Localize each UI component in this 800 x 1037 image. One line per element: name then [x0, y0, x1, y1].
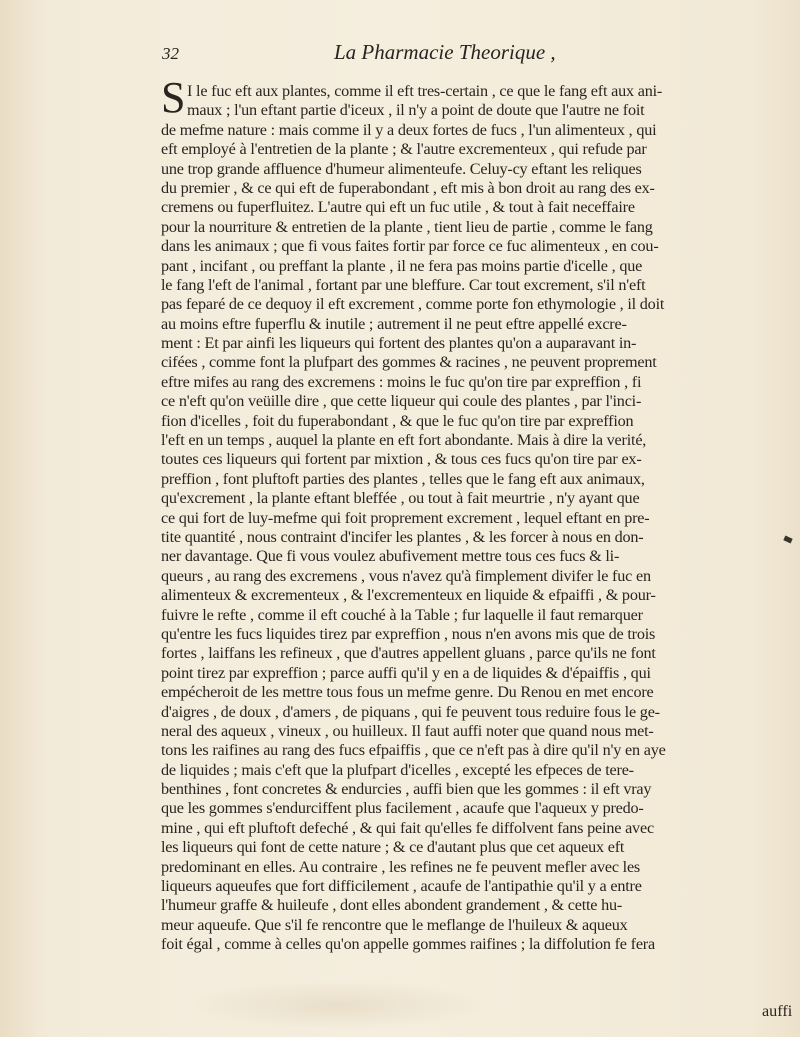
- text-line: ment : Et par ainfi les liqueurs qui fortent des plantes qu'on a auparavant in-: [161, 334, 637, 353]
- text-line: qu'excrement , la plante eftant bleffée , ou tout à fait meurtrie , n'y ayant que: [161, 489, 640, 508]
- text-line: du premier , & ce qui eft de fuperabondant , eft mis à bon droit au rang des ex-: [161, 178, 655, 197]
- text-line: cifées , comme font la plufpart des gommes & racines , ne peuvent proprement: [161, 353, 657, 372]
- text-line: eftre mifes au rang des excremens : moins le fuc qu'on tire par expreffion , fi: [161, 372, 642, 391]
- text-line: le fang l'eft de l'animal , fortant par une bleffure. Car tout excrement, s'il n'eft: [161, 275, 646, 294]
- text-line: tons les raifines au rang des fucs efpaiffis , que ce n'eft pas à dire qu'il n'y en aye: [161, 741, 666, 760]
- body-text: [161, 82, 800, 955]
- text-line: maux ; l'un eftant partie d'iceux , il n'y a point de doute que l'autre ne foit: [187, 101, 645, 120]
- text-line: ce n'eft qu'on veüille dire , que cette liqueur qui coule des plantes , par l'inci-: [161, 392, 642, 411]
- page-header: [162, 40, 632, 68]
- text-line: fortes , laiffans les refineux , que d'autres appellent gluans , parce qu'ils ne font: [161, 644, 656, 663]
- text-line: qu'entre les fucs liquides tirez par expreffion , nous n'en avons mis que de trois: [161, 624, 656, 643]
- text-line: ner davantage. Que fi vous voulez abufivement mettre tous ces fucs & li-: [161, 547, 620, 566]
- text-line: queurs , au rang des excremens , vous n'avez qu'à fimplement divifer le fuc en: [161, 566, 651, 585]
- text-line: de liquides ; mais c'eft que la plufpart d'icelles , excepté les efpeces de tere-: [161, 760, 634, 779]
- text-line: benthines , font concretes & endurcies , auffi bien que les gommes : il eft vray: [161, 780, 652, 799]
- drop-cap: S: [161, 73, 186, 122]
- text-line: empécheroit de les mettre tous fous un mefme genre. Du Renou en met encore: [161, 683, 654, 702]
- running-title: La Pharmacie Theorique ,: [334, 40, 556, 64]
- text-line: tite quantité , nous contraint d'incifer les plantes , & les forcer à nous en don-: [161, 527, 644, 546]
- text-line: l'eft en un temps , auquel la plante en eft fort abondante. Mais à dire la verité,: [161, 431, 647, 450]
- text-line: pour la nourriture & entretien de la plante , tient lieu de partie , comme le fang: [161, 217, 653, 236]
- text-line: foit égal , comme à celles qu'on appelle gommes raifines ; la diffolution fe fera: [161, 935, 655, 954]
- text-line: preffion , font pluftoft parties des plantes , telles que le fang eft aux animaux,: [161, 469, 645, 488]
- text-line: meur aqueufe. Que s'il fe rencontre que le meflange de l'huileux & aqueux: [161, 915, 628, 934]
- page-number: 32: [162, 44, 179, 63]
- text-line: dans les animaux ; que fi vous faites fortir par force ce fuc alimenteux , en cou-: [161, 237, 659, 256]
- text-line: d'aigres , de doux , d'amers , de piquans , qui fe peuvent tous reduire fous le ge-: [161, 702, 660, 721]
- text-line: fion d'icelles , foit du fuperabondant , & que le fuc qu'on tire par expreffion: [161, 411, 634, 430]
- text-line: I le fuc eft aux plantes, comme il eft tres-certain , ce que le fang eft aux ani-: [187, 82, 663, 100]
- text-line: au moins eftre fuperflu & inutile ; autrement il ne peut eftre appellé excre-: [161, 314, 627, 333]
- text-line: l'humeur graffe & huileufe , dont elles abondent grandement , & cette hu-: [161, 896, 623, 915]
- paper-stain: [190, 980, 490, 1030]
- text-line: liqueurs aqueufes que fort difficilement , acaufe de l'antipathie qu'il y a entre: [161, 877, 642, 896]
- text-line: neral des aqueux , vineux , ou huilleux. Il faut auffi noter que quand nous met-: [161, 721, 654, 740]
- text-line: fuivre le refte , comme il eft couché à la Table ; fur laquelle il faut remarquer: [161, 605, 643, 624]
- catchword: auffi: [762, 1002, 793, 1020]
- text-line: alimenteux & excrementeux , & l'excrementeux en liquide & efpaiffi , & pour-: [161, 586, 656, 605]
- text-line: toutes ces liqueurs qui fortent par mixtion , & tous ces fucs qu'on tire par ex-: [161, 450, 642, 469]
- text-line: ce qui fort de luy-mefme qui foit proprement excrement , lequel eftant en pre-: [161, 508, 650, 527]
- text-line: de mefme nature : mais comme il y a deux fortes de fucs , l'un alimenteux , qui: [161, 120, 657, 139]
- text-line: mine , qui eft pluftoft defeché , & qui fait qu'elles fe diffolvent fans peine avec: [161, 818, 654, 837]
- text-line: predominant en elles. Au contraire , les refines ne fe peuvent mefler avec les: [161, 857, 641, 876]
- text-line: pant , incifant , ou preffant la plante , il ne fera pas moins partie d'icelle , que: [161, 256, 643, 275]
- text-line: les liqueurs qui font de cette nature ; & ce d'autant plus que cet aqueux eft: [161, 838, 625, 857]
- text-line: cremens ou fuperfluitez. L'autre qui eft un fuc utile , & tout à fait neceffaire: [161, 198, 635, 217]
- text-line: que les gommes s'endurciffent plus facilement , acaufe que l'aqueux y predo-: [161, 799, 644, 818]
- text-line: une trop grande affluence d'humeur alimenteufe. Celuy-cy eftant les reliques: [161, 159, 642, 178]
- text-line: point tirez par expreffion ; parce auffi qu'il y en a de liquides & d'épaiffis , qui: [161, 663, 651, 682]
- text-line: pas feparé de ce dequoy il eft excrement , comme porte fon ethymologie , il doit: [161, 295, 665, 314]
- text-line: eft employé à l'entretien de la plante ; & l'autre excrementeux , qui refude par: [161, 140, 647, 159]
